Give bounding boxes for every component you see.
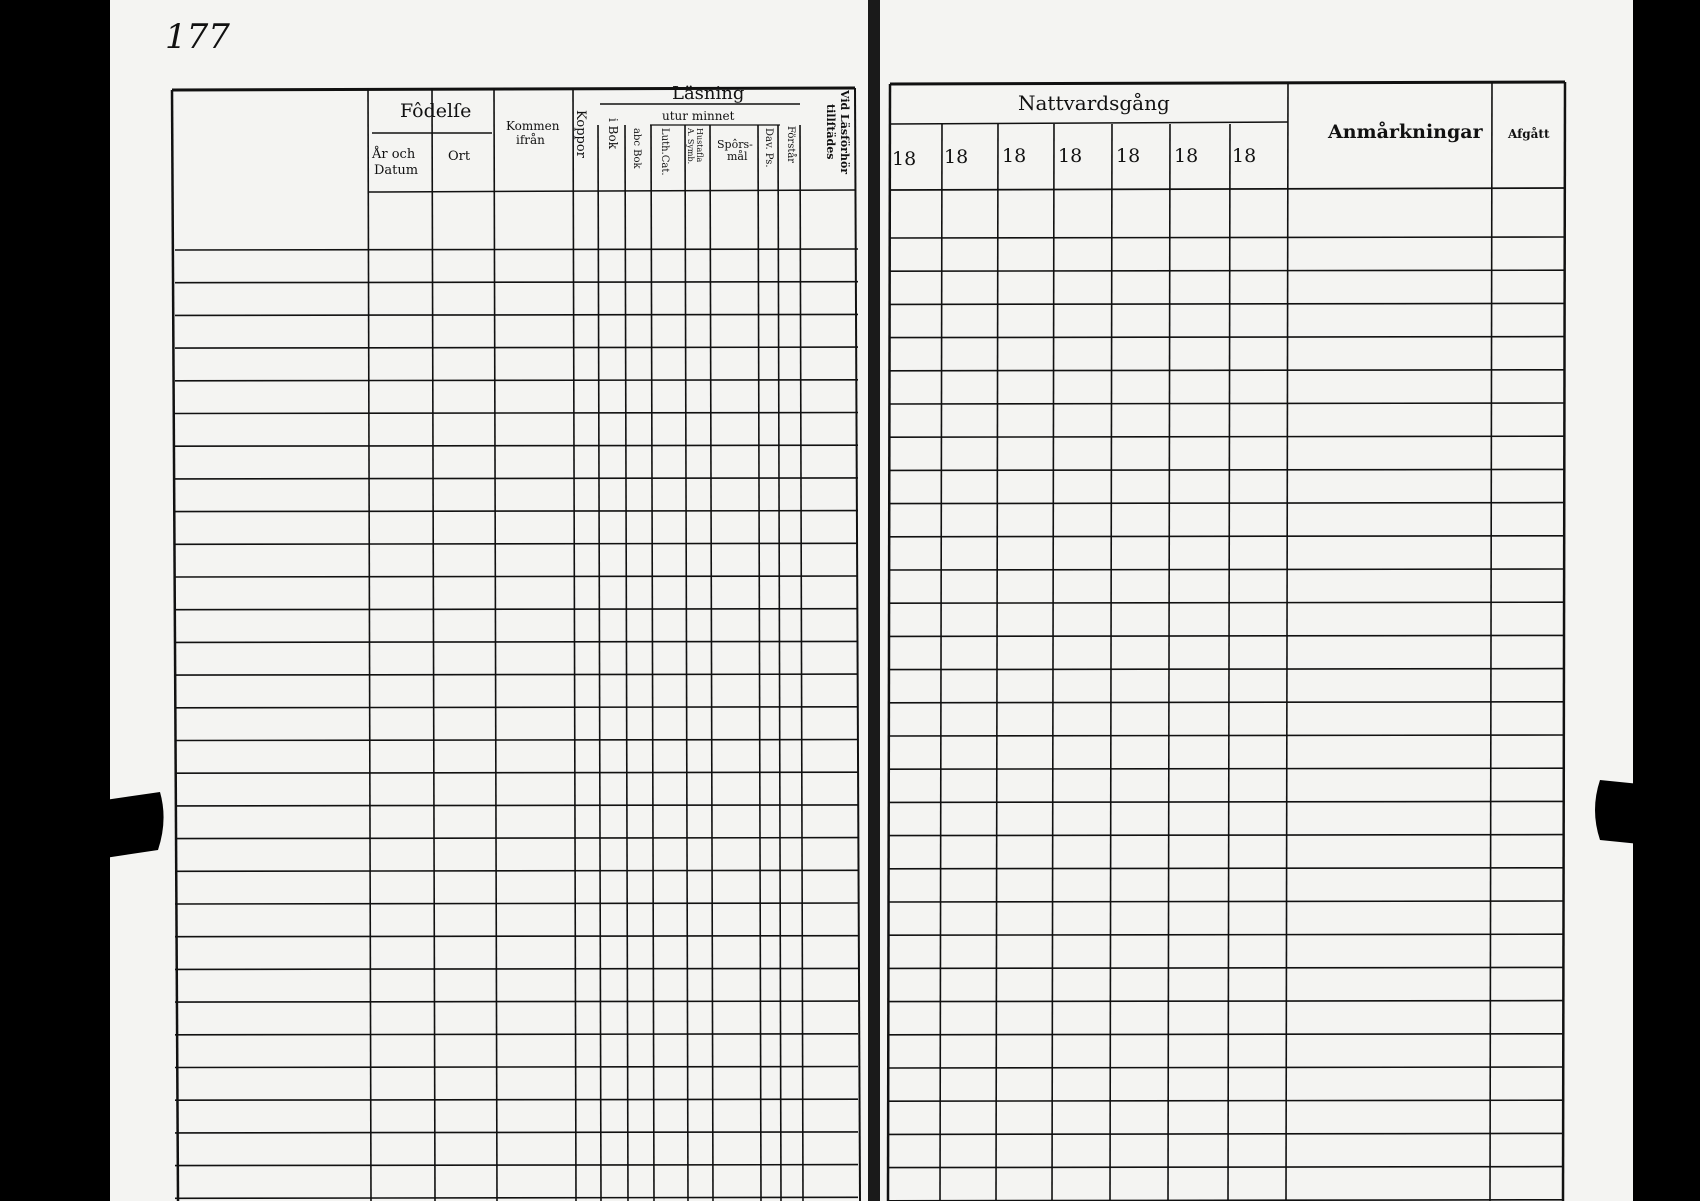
right-row-rule (889, 370, 1564, 371)
left-row-rule (175, 936, 858, 937)
year-1: 18 (892, 148, 917, 170)
header-anmarkningar: Anmårkningar (1328, 121, 1483, 143)
left-row-rule (175, 674, 858, 675)
right-row-rule (889, 403, 1564, 404)
left-row-rule (175, 1067, 858, 1068)
right-row-rule (889, 768, 1564, 769)
header-datum: Datum (374, 163, 419, 178)
header-vid-lasforhor: Vid Läsförhör (838, 90, 851, 175)
header-ar-och: År och (372, 147, 416, 162)
right-row-rule (889, 868, 1564, 869)
left-row-rule (175, 314, 858, 315)
right-row-rule (889, 503, 1564, 504)
right-row-rule (889, 436, 1564, 437)
year-2: 18 (944, 146, 969, 168)
header-sporsmal-2: mål (727, 150, 748, 163)
header-afgatt: Afgått (1508, 127, 1550, 141)
left-row-rule (175, 249, 858, 250)
header-forstar: Förstår (785, 126, 796, 164)
left-row-rule (175, 707, 858, 708)
header-hustafla: Hustaflа (695, 128, 704, 163)
year-6: 18 (1174, 145, 1199, 167)
left-row-rule (175, 1034, 858, 1035)
left-row-rule (175, 805, 858, 806)
right-row-rule (889, 569, 1564, 570)
header-dav-ps: Dav. Ps. (763, 128, 774, 168)
header-tillstades: tillſtädes (824, 104, 837, 160)
right-page (878, 0, 1633, 1201)
left-row-rule (175, 1197, 858, 1198)
left-row-rule (175, 576, 858, 577)
header-lasning: Läsning (672, 83, 745, 104)
left-row-rule (175, 413, 858, 414)
right-row-rule (889, 669, 1564, 670)
header-sporsmal-1: Spôrs- (717, 138, 753, 151)
right-row-rule (889, 536, 1564, 537)
left-row-rule (175, 641, 858, 642)
right-row-rule (889, 702, 1564, 703)
left-row-rule (175, 478, 858, 479)
header-a-symb: A. Symb. (686, 128, 695, 165)
left-row-rule (175, 1001, 858, 1002)
right-row-rule (889, 1167, 1564, 1168)
right-row-rule (889, 237, 1564, 238)
left-row-rule (175, 347, 858, 348)
right-row-rule (889, 602, 1564, 603)
left-row-rule (175, 1165, 858, 1166)
left-row-rule (175, 609, 858, 610)
left-row-rule (175, 968, 858, 969)
right-row-rule (889, 337, 1564, 338)
header-abc-bok: abc Bok (631, 128, 642, 169)
right-row-rule (889, 1067, 1564, 1068)
header-luth-cat: Luth.Cat. (659, 128, 670, 176)
right-row-rule (889, 469, 1564, 470)
right-row-rule (889, 967, 1564, 968)
left-row-rule (175, 282, 858, 283)
year-4: 18 (1058, 145, 1083, 167)
right-row-rule (889, 635, 1564, 636)
right-clip (1595, 780, 1700, 850)
right-row-rule (889, 1100, 1564, 1101)
left-clip (105, 792, 164, 858)
page-number: 177 (165, 17, 230, 57)
right-row-rule (889, 901, 1564, 902)
header-i-bok: i Bok (606, 118, 620, 149)
left-row-rule (175, 740, 858, 741)
year-7: 18 (1232, 145, 1257, 167)
left-row-rule (175, 838, 858, 839)
right-row-rule (889, 835, 1564, 836)
left-row-rule (175, 870, 858, 871)
left-row-rule (175, 380, 858, 381)
header-kommen: Kommen (506, 119, 560, 133)
year-5: 18 (1116, 145, 1141, 167)
left-row-rule (175, 543, 858, 544)
right-row-rule (889, 1133, 1564, 1134)
right-row-rule (889, 303, 1564, 304)
right-row-rule (889, 1034, 1564, 1035)
left-row-rule (175, 445, 858, 446)
right-row-rule (889, 934, 1564, 935)
header-nattvardsgang: Nattvardsgång (1018, 91, 1170, 115)
header-koppor: Koppor (573, 110, 588, 158)
left-row-rule (175, 903, 858, 904)
header-ort: Ort (448, 149, 471, 164)
header-ifran: ifrån (516, 133, 545, 147)
right-row-rule (889, 1001, 1564, 1002)
header-utur-minnet: utur minnet (662, 109, 735, 123)
gutter (868, 0, 880, 1201)
right-row-rule (889, 270, 1564, 271)
right-row-rule (889, 801, 1564, 802)
left-row-rule (175, 772, 858, 773)
left-row-rule (175, 1132, 858, 1133)
left-row-rule (175, 1099, 858, 1100)
year-3: 18 (1002, 145, 1027, 167)
right-row-rule (889, 735, 1564, 736)
left-row-rule (175, 511, 858, 512)
header-fodelse: Fôdelſe (400, 100, 472, 122)
